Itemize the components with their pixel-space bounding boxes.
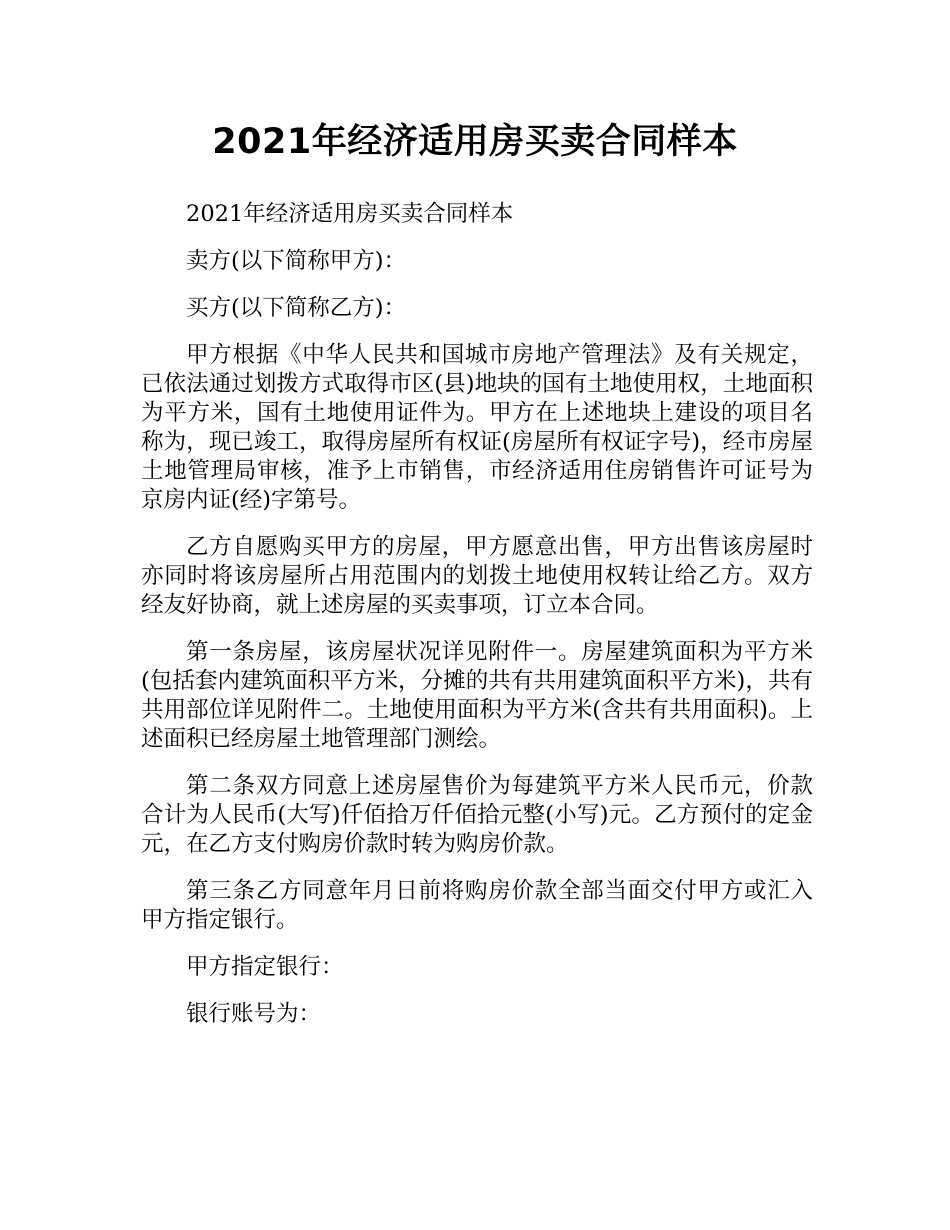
paragraph-article-2: 第二条双方同意上述房屋售价为每建筑平方米人民币元，价款合计为人民币(大写)仟佰拾万仟佰拾元整(小写)元。乙方预付的定金元，在乙方支付购房价款时转为购房价款。 [141,773,813,857]
document-body [141,200,813,1047]
paragraph-land-use: 甲方根据《中华人民共和国城市房地产管理法》及有关规定，已依法通过划拨方式取得市区(县)地块的国有土地使用权，土地面积为平方米，国有土地使用证件为。甲方在上述地块上建设的项目名称为，现已竣工，取得房屋所有权证(房屋所有权证字号)，经市房屋土地管理局审核，准予上市销售，市经济适用住房销售许可证号为京房内证(经)字第号。 [141,342,813,513]
paragraph-designated-bank: 甲方指定银行： [186,954,344,980]
paragraph-agreement: 乙方自愿购买甲方的房屋，甲方愿意出售，甲方出售该房屋时亦同时将该房屋所占用范围内的划拨土地使用权转让给乙方。双方经友好协商，就上述房屋的买卖事项，订立本合同。 [141,534,813,618]
document-title: 2021年经济适用房买卖合同样本 [212,122,738,162]
paragraph-seller: 卖方(以下简称甲方)： [186,248,407,274]
paragraph-buyer: 买方(以下简称乙方)： [186,295,407,321]
paragraph-heading-repeat: 2021年经济适用房买卖合同样本 [186,201,514,227]
paragraph-article-1: 第一条房屋，该房屋状况详见附件一。房屋建筑面积为平方米(包括套内建筑面积平方米，分摊的共有共用建筑面积平方米)，共有共用部位详见附件二。土地使用面积为平方米(含共有共用面积)。上述面积已经房屋土地管理部门测绘。 [141,639,813,752]
paragraph-bank-account: 银行账号为： [186,1001,322,1027]
paragraph-article-3: 第三条乙方同意年月日前将购房价款全部当面交付甲方或汇入甲方指定银行。 [141,878,813,933]
